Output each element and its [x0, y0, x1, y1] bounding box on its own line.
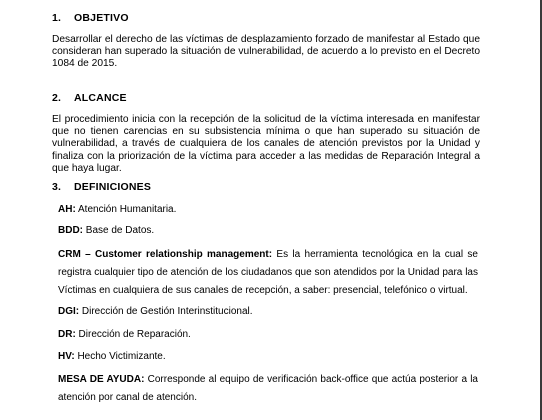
definition-term: DR: — [58, 329, 76, 340]
section-title: ALCANCE — [74, 92, 127, 104]
definition-text: Dirección de Reparación. — [75, 329, 191, 340]
definition-term: CRM – Customer relationship management: — [58, 249, 273, 260]
definition-term: BDD: — [58, 225, 83, 236]
section-title: OBJETIVO — [74, 12, 129, 24]
definition-text: Atención Humanitaria. — [75, 204, 177, 215]
definition-text: Corresponde al equipo de verificación back-office que actúa posterior a la atención por canal de atención. — [58, 374, 478, 403]
definition-item-ah — [58, 201, 478, 219]
definition-term: MESA DE AYUDA: — [58, 374, 145, 385]
definition-term: DGI: — [58, 306, 80, 317]
section-heading-definiciones — [52, 181, 151, 193]
definition-text: Es la herramienta tecnológica en la cual se registra cualquier tipo de atención de los ciudadanos que son atendidos por la Unidad para las Víctimas en cualquiera de sus canales de recepción, a saber: presencial, telefónico o virtual. — [58, 249, 478, 296]
definition-item-bdd — [58, 222, 478, 240]
definition-item-crm — [58, 246, 478, 300]
definition-text: Base de Datos. — [83, 225, 155, 236]
definition-term: AH: — [58, 204, 76, 215]
section-title: DEFINICIONES — [74, 181, 152, 193]
definition-term: HV: — [58, 351, 75, 362]
definition-item-hv — [58, 348, 478, 366]
definition-item-mesa-de-ayuda — [58, 371, 478, 407]
section-heading-alcance — [52, 92, 127, 104]
definition-item-dr — [58, 326, 478, 344]
definition-item-dgi — [58, 303, 478, 321]
section-number: 1. — [52, 12, 62, 24]
definition-text: Hecho Victimizante. — [74, 351, 166, 362]
objetivo-paragraph: Desarrollar el derecho de las víctimas de desplazamiento forzado de manifestar al Estado que consideran han superado la situación de vulnerabilidad, de acuerdo a lo previsto en el Decreto 1084 de 2015. — [52, 34, 480, 70]
alcance-paragraph: El procedimiento inicia con la recepción de la solicitud de la víctima interesada en manifestar que no tienen carencias en su subsistencia mínima o que han superado su situación de vulnerabilidad, a través de cualquiera de los canales de atención previstos por la Unidad y finaliza con la priorización de la víctima para acceder a las medidas de Reparación Integral a que haya lugar. — [52, 114, 480, 174]
definition-text: Dirección de Gestión Interinstitucional. — [79, 306, 253, 317]
section-number: 3. — [52, 181, 62, 193]
section-number: 2. — [52, 92, 62, 104]
section-heading-objetivo — [52, 12, 129, 24]
